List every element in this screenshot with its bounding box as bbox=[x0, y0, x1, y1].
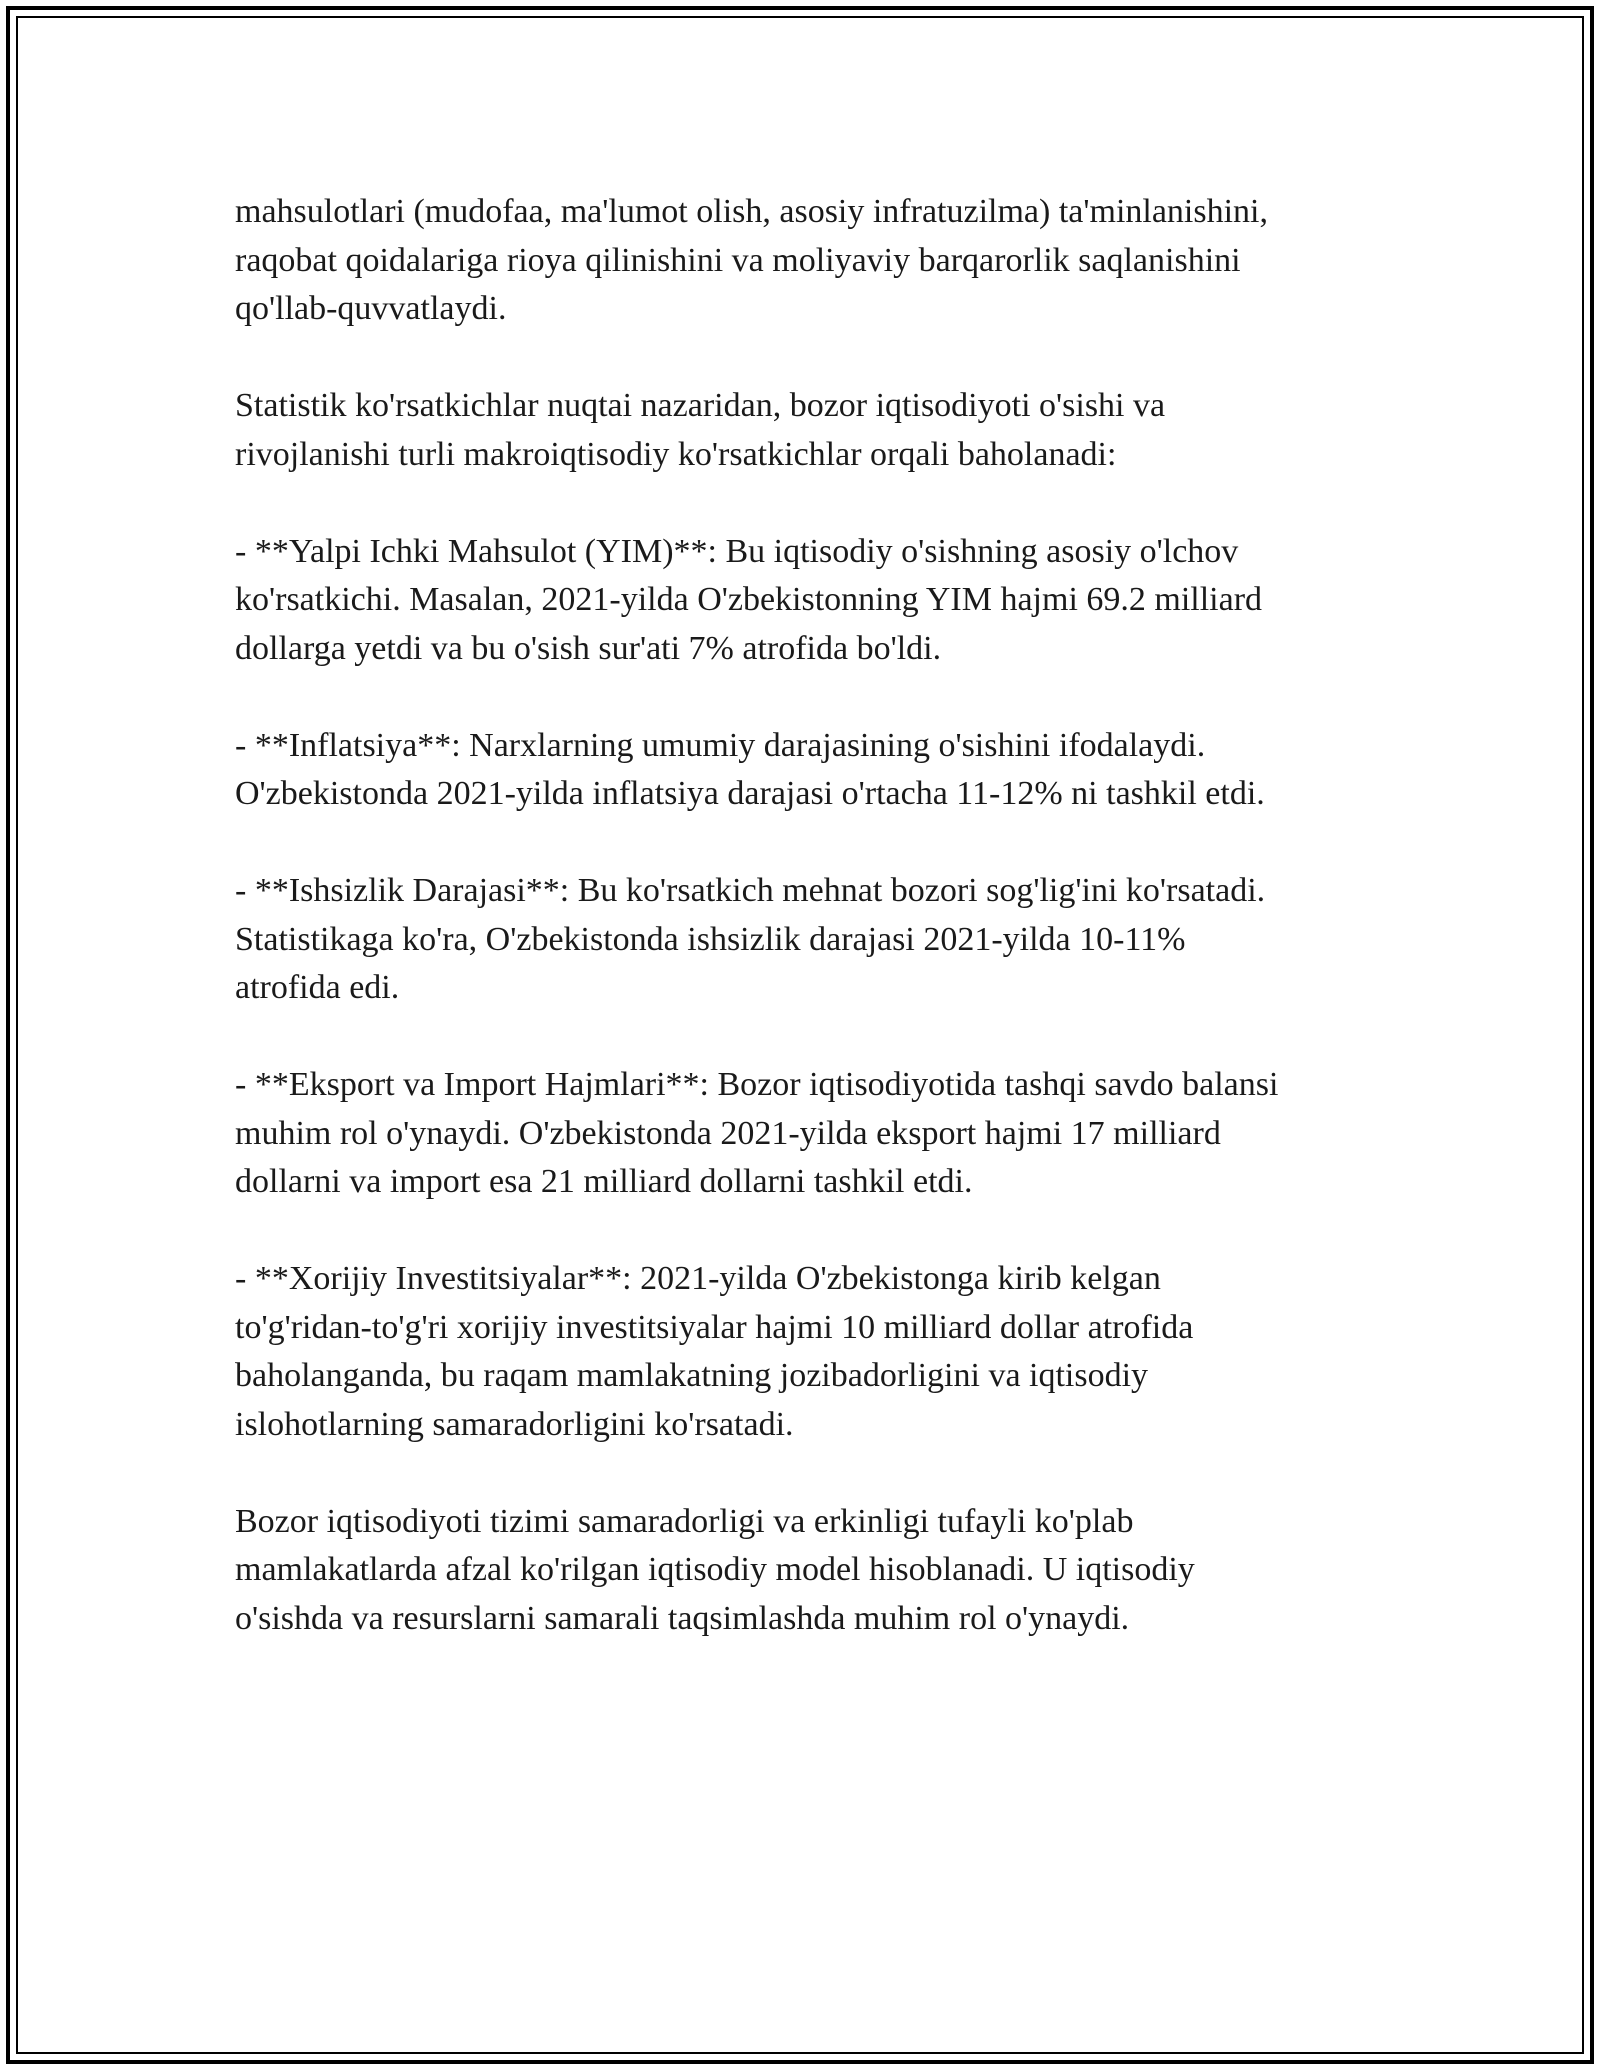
text-line: Bozor iqtisodiyoti tizimi samaradorligi va erkinligi tufayli ko'plab bbox=[235, 1502, 1134, 1540]
text-line: atrofida edi. bbox=[235, 969, 400, 1006]
text-line: raqobat qoidalariga rioya qilinishini va moliyaviy barqarorlik saqlanishini bbox=[235, 241, 1241, 279]
document-body bbox=[235, 188, 1385, 1643]
text-line: Statistik ko'rsatkichlar nuqtai nazaridan, bozor iqtisodiyoti o'sishi va bbox=[235, 387, 1166, 424]
text-line: mahsulotlari (mudofaa, ma'lumot olish, asosiy infratuzilma) ta'minlanishini, bbox=[235, 193, 1268, 230]
text-line: qo'llab-quvvatlaydi. bbox=[235, 290, 507, 327]
text-line: - **Inflatsiya**: Narxlarning umumiy darajasining o'sishini ifodalaydi. bbox=[235, 726, 1206, 764]
text-line: - **Xorijiy Investitsiyalar**: 2021-yilda O'zbekistonga kirib kelgan bbox=[235, 1260, 1161, 1297]
text-line: - **Eksport va Import Hajmlari**: Bozor iqtisodiyotida tashqi savdo balansi bbox=[235, 1066, 1279, 1103]
list-item-unemployment bbox=[235, 867, 1385, 1013]
text-line: baholanganda, bu raqam mamlakatning jozibadorligini va iqtisodiy bbox=[235, 1357, 1149, 1394]
list-item-export-import bbox=[235, 1061, 1385, 1207]
paragraph-statistics-intro bbox=[235, 382, 1385, 479]
list-item-foreign-investment bbox=[235, 1255, 1385, 1449]
text-line: dollarga yetdi va bu o'sish sur'ati 7% atrofida bo'ldi. bbox=[235, 629, 942, 667]
text-line: muhim rol o'ynaydi. O'zbekistonda 2021-yilda eksport hajmi 17 milliard bbox=[235, 1114, 1221, 1152]
text-line: to'g'ridan-to'g'ri xorijiy investitsiyalar hajmi 10 milliard dollar atrofida bbox=[235, 1308, 1194, 1346]
paragraph-continuation bbox=[235, 188, 1385, 334]
text-line: - **Yalpi Ichki Mahsulot (YIM)**: Bu iqtisodiy o'sishning asosiy o'lchov bbox=[235, 532, 1239, 570]
text-line: islohotlarning samaradorligini ko'rsatadi. bbox=[235, 1405, 794, 1443]
paragraph-conclusion bbox=[235, 1498, 1385, 1644]
list-item-gdp bbox=[235, 528, 1385, 674]
text-line: mamlakatlarda afzal ko'rilgan iqtisodiy model hisoblanadi. U iqtisodiy bbox=[235, 1551, 1195, 1588]
text-line: rivojlanishi turli makroiqtisodiy ko'rsatkichlar orqali baholanadi: bbox=[235, 435, 1117, 473]
text-line: dollarni va import esa 21 milliard dollarni tashkil etdi. bbox=[235, 1163, 973, 1200]
text-line: Statistikaga ko'ra, O'zbekistonda ishsizlik darajasi 2021-yilda 10-11% bbox=[235, 920, 1186, 958]
text-line: O'zbekistonda 2021-yilda inflatsiya darajasi o'rtacha 11-12% ni tashkil etdi. bbox=[235, 775, 1265, 812]
list-item-inflation bbox=[235, 722, 1385, 819]
text-line: ko'rsatkichi. Masalan, 2021-yilda O'zbekistonning YIM hajmi 69.2 milliard bbox=[235, 581, 1263, 618]
text-line: o'sishda va resurslarni samarali taqsimlashda muhim rol o'ynaydi. bbox=[235, 1599, 1130, 1637]
text-line: - **Ishsizlik Darajasi**: Bu ko'rsatkich mehnat bozori sog'lig'ini ko'rsatadi. bbox=[235, 872, 1266, 909]
